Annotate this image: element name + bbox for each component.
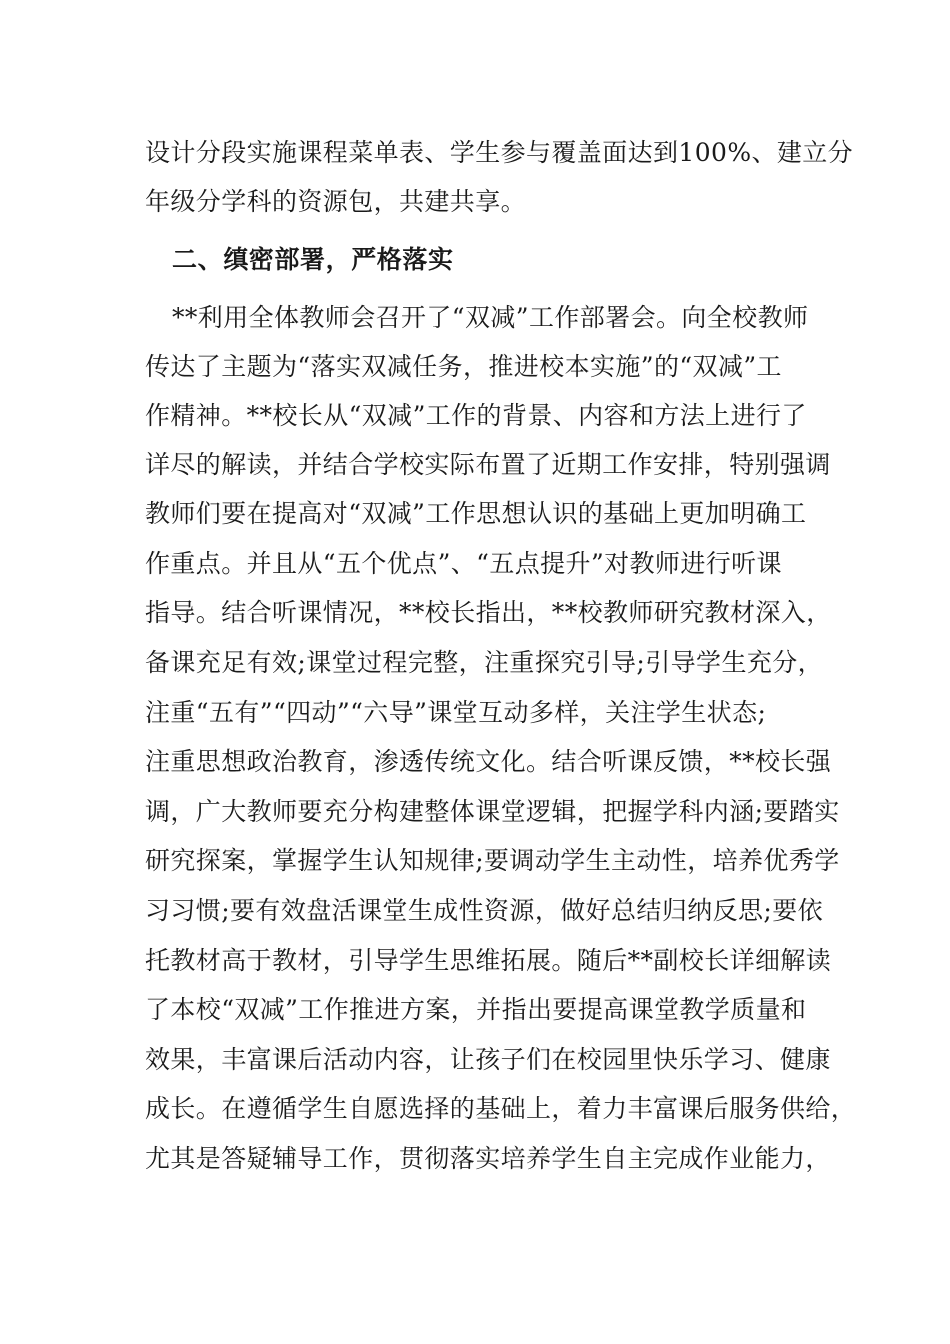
paragraph-line: 注重思想政治教育，渗透传统文化。结合听课反馈，**校长强 [145,747,832,776]
paragraph-line: 尤其是答疑辅导工作，贯彻落实培养学生自主完成作业能力， [145,1144,831,1173]
paragraph-line: 指导。结合听课情况，**校长指出，**校教师研究教材深入， [145,598,832,627]
paragraph-line: 注重“五有”“四动”“六导”课堂互动多样，关注学生状态; [145,698,767,727]
paragraph-line: 效果，丰富课后活动内容，让孩子们在校园里快乐学习、健康 [145,1045,831,1074]
paragraph-line: 成长。在遵循学生自愿选择的基础上，着力丰富课后服务供给， [145,1094,857,1123]
paragraph-line: 了本校“双减”工作推进方案，并指出要提高课堂教学质量和 [145,995,807,1024]
paragraph-line: 年级分学科的资源包，共建共享。 [145,187,527,216]
paragraph-line: 作精神。**校长从“双减”工作的背景、内容和方法上进行了 [145,401,807,430]
paragraph-line: 调，广大教师要充分构建整体课堂逻辑，把握学科内涵;要踏实 [145,797,840,826]
paragraph-line: **利用全体教师会召开了“双减”工作部署会。向全校教师 [172,303,809,332]
paragraph-line: 作重点。并且从“五个优点”、“五点提升”对教师进行听课 [145,549,782,578]
paragraph-line: 传达了主题为“落实双减任务，推进校本实施”的“双减”工 [145,352,782,381]
paragraph-line: 托教材高于教材，引导学生思维拓展。随后**副校长详细解读 [145,946,832,975]
section-heading: 二、缜密部署，严格落实 [172,245,454,274]
paragraph-line: 教师们要在提高对“双减”工作思想认识的基础上更加明确工 [145,499,807,528]
paragraph-line: 研究探案，掌握学生认知规律;要调动学生主动性，培养优秀学 [145,846,840,875]
paragraph-line: 备课充足有效;课堂过程完整，注重探究引导;引导学生充分， [145,648,824,677]
paragraph-line: 设计分段实施课程菜单表、学生参与覆盖面达到100%、建立分 [145,138,854,167]
paragraph-line: 习习惯;要有效盘活课堂生成性资源，做好总结归纳反思;要依 [145,896,824,925]
paragraph-line: 详尽的解读，并结合学校实际布置了近期工作安排，特别强调 [145,450,831,479]
